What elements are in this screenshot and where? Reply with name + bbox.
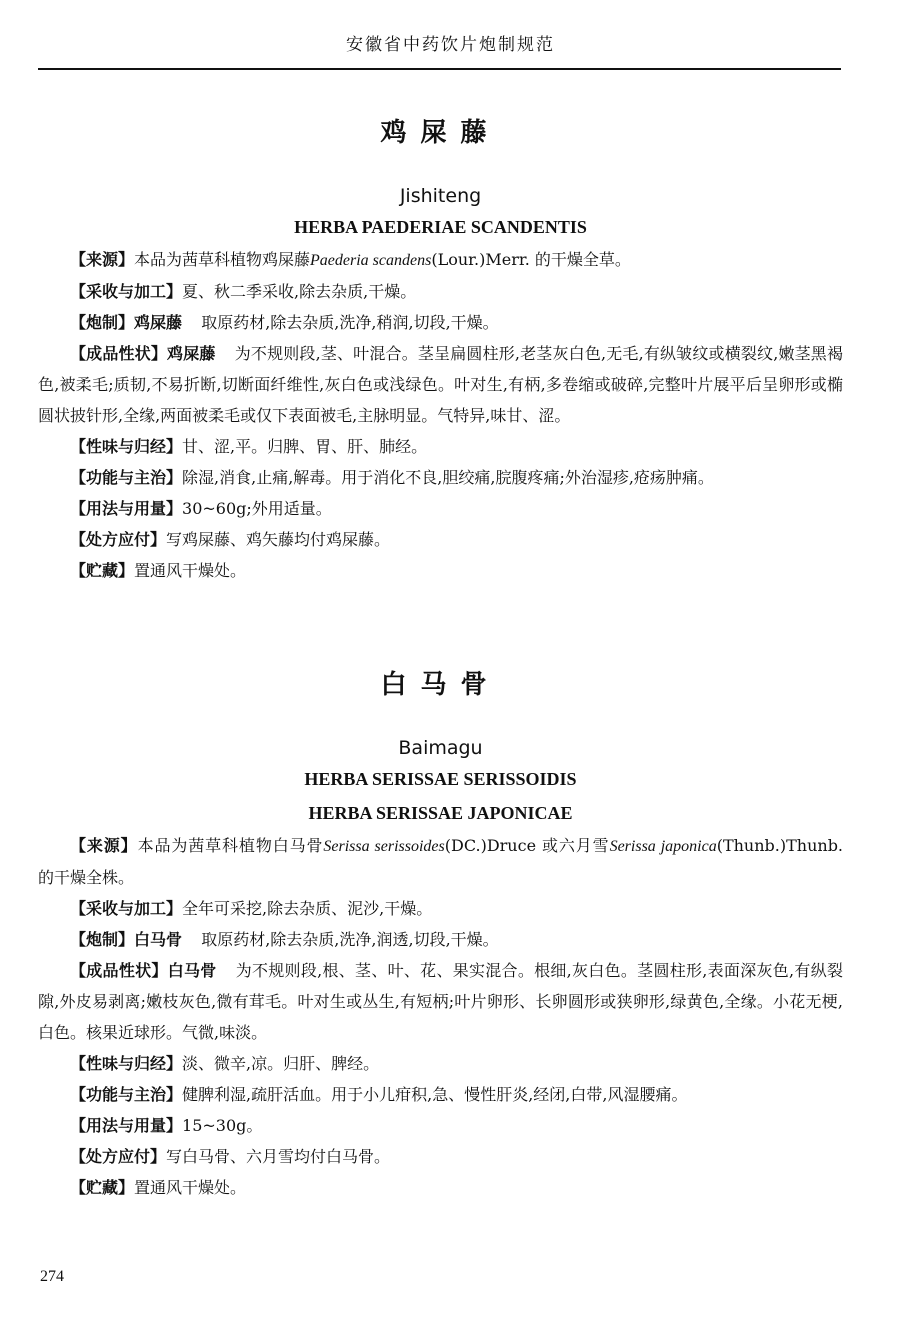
entry-title: 鸡屎藤 (380, 118, 501, 148)
section-dosage (38, 1110, 843, 1141)
section-label: 【处方应付】 (70, 1147, 167, 1166)
section-label: 【来源】 (70, 836, 138, 855)
section-label: 【成品性状】 (70, 344, 168, 363)
section-text: 置通风干燥处。 (134, 1178, 247, 1197)
section-text: 为不规则段,根、茎、叶、花、果实混合。根细,灰白色。茎圆柱形,表面深灰色,有纵裂隙,外皮易剥离;嫩枝灰色,微有茸毛。叶对生或丛生,有短柄;叶片卵形、长卵圆形或狭卵形,绿黄色,全缘。小花无梗,白色。核果近球形。气微,味淡。 (38, 961, 843, 1042)
section-text: 淡、微辛,凉。归肝、脾经。 (182, 1054, 380, 1073)
section-label: 【来源】 (70, 250, 135, 269)
entry-latin-name: HERBA SERISSAE JAPONICAE (308, 803, 573, 823)
section-text: 甘、涩,平。归脾、胃、肝、肺经。 (182, 437, 428, 456)
section-label: 【性味与归经】 (70, 437, 183, 456)
section-text: 本品为茜草科植物鸡屎藤 (134, 250, 311, 269)
section-text: 除湿,消食,止痛,解毒。用于消化不良,胆绞痛,脘腹疼痛;外治湿疹,疮疡肿痛。 (182, 468, 714, 487)
section-characteristics (38, 338, 843, 431)
section-function (38, 462, 843, 493)
section-label: 【用法与用量】 (70, 499, 183, 518)
entry-title: 白马骨 (380, 670, 501, 700)
section-processing (38, 924, 843, 955)
entry-baimagu (38, 662, 843, 1203)
section-label: 【功能与主治】 (70, 468, 183, 487)
section-subject: 白马骨 (134, 930, 183, 949)
header-rule (38, 68, 841, 70)
entry-jishiteng (38, 110, 843, 586)
section-label: 【成品性状】 (70, 961, 168, 980)
section-text: 为不规则段,茎、叶混合。茎呈扁圆柱形,老茎灰白色,无毛,有纵皱纹或横裂纹,嫩茎黑褐色,被柔毛;质韧,不易折断,切断面纤维性,灰白色或浅绿色。叶对生,有柄,多卷缩或破碎,完整叶片展平后呈卵形或椭圆状披针形,全缘,两面被柔毛或仅下表面被毛,主脉明显。气特异,味甘、涩。 (38, 344, 843, 425)
section-label: 【采收与加工】 (70, 899, 183, 918)
section-harvest (38, 893, 843, 924)
section-source (38, 244, 843, 276)
section-subject: 鸡屎藤 (167, 344, 216, 363)
running-header: 安徽省中药饮片炮制规范 (346, 35, 555, 55)
section-characteristics (38, 955, 843, 1048)
section-text: 取原药材,除去杂质,洗净,润透,切段,干燥。 (201, 930, 499, 949)
section-text: 本品为茜草科植物白马骨 (137, 836, 324, 855)
section-text: 夏、秋二季采收,除去杂质,干燥。 (182, 282, 417, 301)
section-storage (38, 555, 843, 586)
section-subject: 鸡屎藤 (134, 313, 183, 332)
section-label: 【处方应付】 (70, 530, 167, 549)
page-number: 274 (40, 1268, 64, 1285)
section-text: 置通风干燥处。 (134, 561, 247, 580)
section-label: 【用法与用量】 (70, 1116, 183, 1135)
species-name: Paederia scandens (310, 252, 432, 269)
section-text: 15~30g。 (182, 1116, 263, 1135)
section-label: 【炮制】 (70, 313, 135, 332)
section-prescription (38, 1141, 843, 1172)
entry-pinyin: Baimagu (398, 737, 483, 759)
section-label: 【炮制】 (70, 930, 135, 949)
section-label: 【贮藏】 (70, 561, 135, 580)
section-prescription (38, 524, 843, 555)
section-processing (38, 307, 843, 338)
entry-latin-name: HERBA SERISSAE SERISSOIDIS (304, 769, 577, 789)
section-dosage (38, 493, 843, 524)
section-label: 【采收与加工】 (70, 282, 183, 301)
section-function (38, 1079, 843, 1110)
species-name: Serissa japonica (609, 838, 717, 855)
section-nature (38, 1048, 843, 1079)
species-name: Serissa serissoides (323, 838, 445, 855)
section-text: 取原药材,除去杂质,洗净,稍润,切段,干燥。 (201, 313, 499, 332)
section-source (38, 830, 843, 893)
section-label: 【贮藏】 (70, 1178, 135, 1197)
section-text: 健脾利湿,疏肝活血。用于小儿疳积,急、慢性肝炎,经闭,白带,风湿腰痛。 (182, 1085, 688, 1104)
section-text: (Thunb.)Thunb. 的干燥全株。 (38, 836, 844, 887)
entry-latin-name: HERBA PAEDERIAE SCANDENTIS (294, 217, 587, 237)
section-text: (Lour.)Merr. 的干燥全草。 (431, 250, 631, 269)
section-harvest (38, 276, 843, 307)
section-text: (DC.)Druce 或六月雪 (444, 836, 610, 855)
section-text: 全年可采挖,除去杂质、泥沙,干燥。 (182, 899, 433, 918)
section-text: 写鸡屎藤、鸡矢藤均付鸡屎藤。 (166, 530, 391, 549)
section-subject: 白马骨 (167, 961, 217, 980)
section-text: 写白马骨、六月雪均付白马骨。 (166, 1147, 391, 1166)
section-storage (38, 1172, 843, 1203)
entry-pinyin: Jishiteng (399, 185, 482, 207)
section-nature (38, 431, 843, 462)
section-label: 【功能与主治】 (70, 1085, 183, 1104)
section-label: 【性味与归经】 (70, 1054, 183, 1073)
section-text: 30~60g;外用适量。 (182, 499, 332, 518)
